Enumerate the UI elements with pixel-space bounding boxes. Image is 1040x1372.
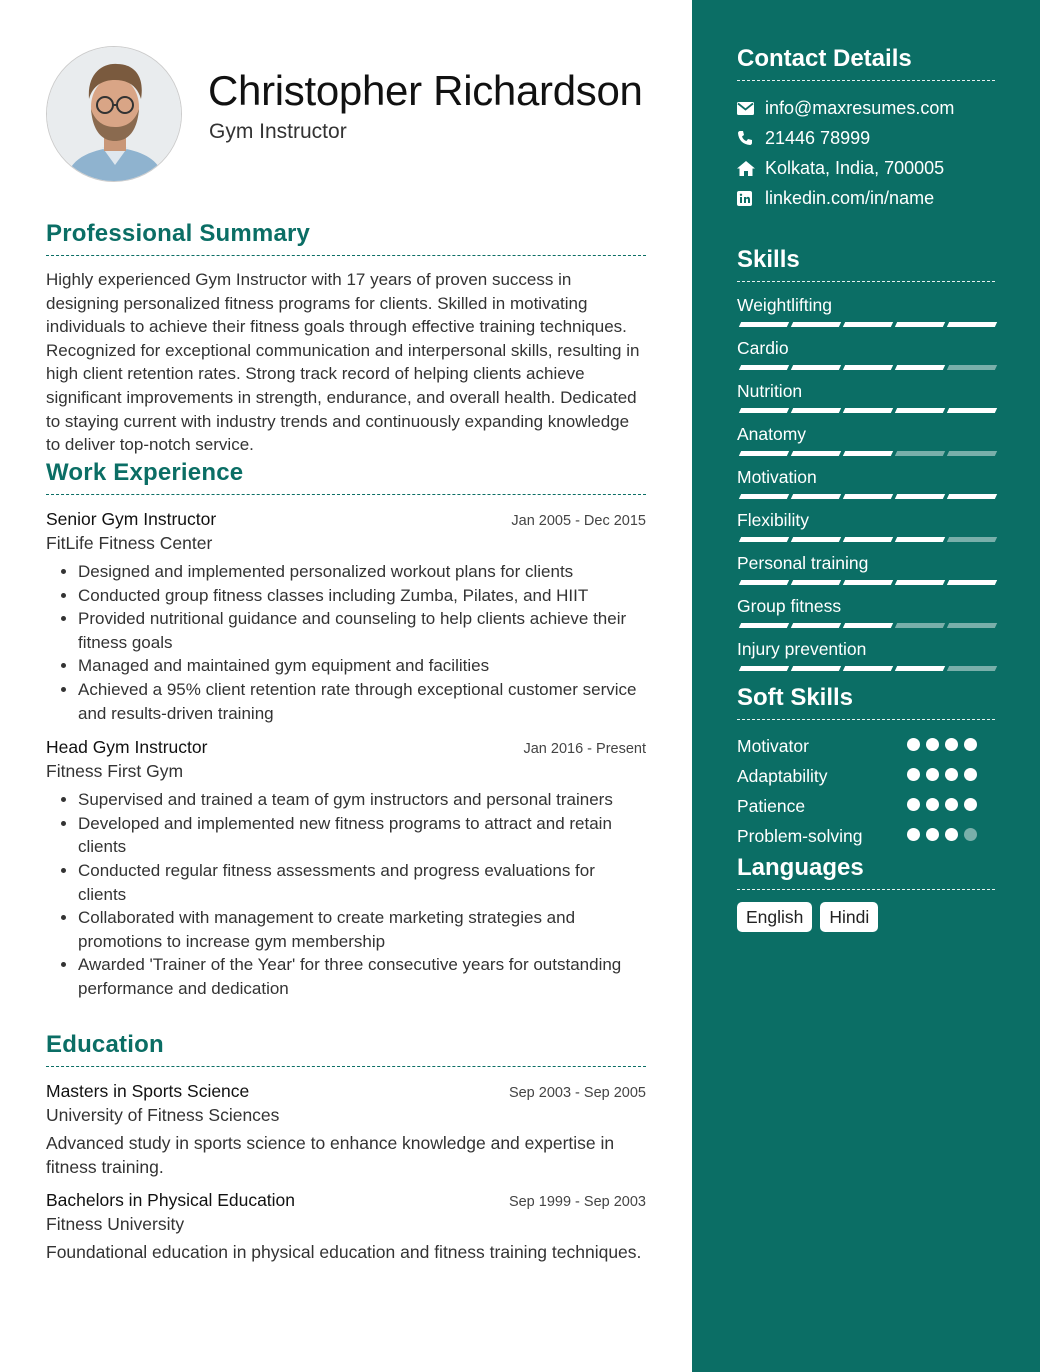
skill-level-segment [791,537,841,542]
skill-level-segment [895,322,945,327]
skill-level-segment [843,623,893,628]
soft-skill-name: Motivator [737,736,809,756]
rating-dot [964,798,977,811]
education-entry [46,1190,646,1264]
rating-dot [926,738,939,751]
list-item: • Developed and implemented new fitness programs to attract and retain clients [78,812,646,859]
job-company: Fitness First Gym [46,761,184,782]
rating-dot [907,798,920,811]
skill-level-segment [947,322,997,327]
candidate-name: Christopher Richardson [208,67,643,114]
skill-level-segment [739,408,789,413]
soft-skill-name: Adaptability [737,766,828,786]
rating-dot [945,768,958,781]
skill-level-segment [947,365,997,370]
soft-skill-item [737,825,995,855]
skill-level-segment [947,408,997,413]
skill-level-segment [947,494,997,499]
skill-item [737,337,995,380]
education-entry [46,1081,646,1179]
job-title: Head Gym Instructor [46,737,208,758]
skill-level-segment [791,494,841,499]
contact-heading: Contact Details [737,45,912,72]
skill-level-segment [843,408,893,413]
skill-level-segment [895,580,945,585]
skill-level-segment [843,365,893,370]
skill-level-segment [791,451,841,456]
skill-level-bar [737,451,995,457]
contact-address-text: Kolkata, India, 700005 [765,157,945,178]
experience-section [46,458,646,1001]
education-description: Advanced study in sports science to enhance knowledge and expertise in fitness training. [46,1133,615,1177]
skills-list [737,294,995,681]
rating-dot [964,738,977,751]
job-bullets [46,560,646,725]
languages-list [737,902,995,932]
degree-title: Bachelors in Physical Education [46,1190,296,1210]
section-divider [737,281,995,282]
contact-linkedin[interactable] [737,183,995,213]
education-heading: Education [46,1031,164,1058]
languages-heading: Languages [737,854,864,881]
section-divider [46,1066,646,1067]
language-tag: Hindi [820,902,878,932]
skill-level-segment [791,408,841,413]
list-item: • Achieved a 95% client retention rate through exceptional customer service and results-driven training [78,678,646,725]
skill-level-segment [739,322,789,327]
list-item: • Collaborated with management to create marketing strategies and promotions to increase gym membership [78,906,646,953]
skill-level-segment [843,322,893,327]
skill-level-bar [737,365,995,371]
skill-level-segment [739,365,789,370]
skill-level-bar [737,666,995,672]
rating-dot [907,738,920,751]
skill-level-segment [843,537,893,542]
skill-item [737,509,995,552]
skill-level-segment [895,365,945,370]
skill-level-segment [947,451,997,456]
education-dates: Sep 1999 - Sep 2003 [508,1194,646,1210]
summary-section [46,219,646,457]
skill-level-segment [791,580,841,585]
skill-name: Motivation [737,467,817,487]
rating-dot [964,768,977,781]
sidebar [692,0,1040,1372]
skill-name: Personal training [737,553,869,573]
rating-dot [907,768,920,781]
skill-level-segment [739,666,789,671]
soft-skills-heading: Soft Skills [737,684,854,711]
list-item: • Supervised and trained a team of gym instructors and personal trainers [78,788,646,812]
section-divider [737,719,995,720]
skill-level-segment [739,451,789,456]
skill-level-segment [843,580,893,585]
skill-level-segment [791,666,841,671]
soft-skills-section [737,683,995,855]
contact-address [737,153,995,183]
soft-skill-item [737,735,995,765]
skill-level-segment [947,623,997,628]
skill-level-segment [791,623,841,628]
rating-dot [907,828,920,841]
skill-name: Cardio [737,338,789,358]
skill-name: Group fitness [737,596,842,616]
skill-level-segment [895,451,945,456]
contact-section [737,44,995,213]
rating-dot [964,828,977,841]
skill-level-bar [737,623,995,629]
skill-level-segment [843,666,893,671]
skill-level-segment [895,623,945,628]
contact-email[interactable] [737,93,995,123]
phone-icon [737,130,765,146]
skill-level-segment [739,494,789,499]
summary-text: Highly experienced Gym Instructor with 17 years of proven success in designing personalized fitness programs for clients. Skilled in motivating individuals to achieve their fitness goals through effective training techniques. Recognized for exceptional communication and interpersonal skills, resulting in high client retention rates. Strong track record of helping clients achieve significant improvements in strength, endurance, and overall health. Dedicated to staying current with industry trends and continuously expanding knowledge to deliver top-notch service. [46,270,640,455]
skill-level-bar [737,494,995,500]
skill-level-bar [737,408,995,414]
skills-section [737,245,995,681]
skill-item [737,380,995,423]
soft-skill-item [737,795,995,825]
section-divider [737,80,995,81]
soft-skills-list [737,735,995,855]
skill-level-segment [739,623,789,628]
home-icon [737,161,765,176]
school-name: University of Fitness Sciences [46,1105,280,1125]
resume-header [46,46,646,182]
languages-section [737,853,995,932]
skill-level-segment [947,580,997,585]
language-tag: English [737,902,812,932]
job-bullets [46,788,646,1000]
skill-level-segment [895,408,945,413]
rating-dot [945,828,958,841]
experience-heading: Work Experience [46,459,244,486]
rating-dot [945,798,958,811]
school-name: Fitness University [46,1214,185,1234]
skills-heading: Skills [737,246,800,273]
skill-name: Flexibility [737,510,809,530]
contact-email-text: info@maxresumes.com [765,97,955,118]
list-item: • Awarded 'Trainer of the Year' for three consecutive years for outstanding performance and dedication [78,953,646,1000]
skill-item [737,638,995,681]
profile-photo [46,46,182,182]
job-dates: Jan 2005 - Dec 2015 [511,513,646,529]
list-item: • Conducted group fitness classes including Zumba, Pilates, and HIIT [78,584,646,608]
list-item: • Conducted regular fitness assessments and progress evaluations for clients [78,859,646,906]
skill-item [737,423,995,466]
contact-phone-text: 21446 78999 [765,127,871,148]
skill-level-segment [791,322,841,327]
section-divider [46,494,646,495]
job-entry [46,509,646,725]
skill-level-bar [737,537,995,543]
section-divider [737,889,995,890]
skill-level-segment [843,494,893,499]
skill-item [737,466,995,509]
skill-level-bar [737,580,995,586]
education-dates: Sep 2003 - Sep 2005 [508,1085,646,1101]
skill-level-segment [791,365,841,370]
skill-level-segment [895,494,945,499]
rating-dot [926,798,939,811]
skill-name: Weightlifting [737,295,833,315]
education-description: Foundational education in physical education and fitness training techniques. [46,1242,642,1262]
soft-skill-item [737,765,995,795]
envelope-icon [737,102,765,115]
skill-name: Anatomy [737,424,807,444]
rating-dot [945,738,958,751]
contact-linkedin-text: linkedin.com/in/name [765,187,935,208]
degree-title: Masters in Sports Science [46,1081,250,1101]
skill-level-bar [737,322,995,328]
education-section [46,1030,646,1264]
skill-name: Injury prevention [737,639,867,659]
soft-skill-name: Problem-solving [737,826,863,846]
candidate-title: Gym Instructor [209,120,347,143]
summary-heading: Professional Summary [46,220,311,247]
skill-item [737,294,995,337]
list-item: • Provided nutritional guidance and counseling to help clients achieve their fitness goals [78,607,646,654]
skill-name: Nutrition [737,381,803,401]
skill-level-segment [947,666,997,671]
job-entry [46,737,646,1000]
skill-level-segment [895,537,945,542]
job-company: FitLife Fitness Center [46,533,213,553]
skill-item [737,552,995,595]
contact-phone[interactable] [737,123,995,153]
skill-level-segment [947,537,997,542]
rating-dot [926,828,939,841]
skill-level-segment [739,580,789,585]
rating-dot [926,768,939,781]
skill-item [737,595,995,638]
skill-level-segment [895,666,945,671]
section-divider [46,255,646,256]
job-title: Senior Gym Instructor [46,509,217,529]
job-dates: Jan 2016 - Present [523,741,646,758]
list-item: • Designed and implemented personalized workout plans for clients [78,560,646,584]
skill-level-segment [843,451,893,456]
linkedin-icon [737,191,765,206]
list-item: • Managed and maintained gym equipment and facilities [78,654,646,678]
skill-level-segment [739,537,789,542]
soft-skill-name: Patience [737,796,806,816]
